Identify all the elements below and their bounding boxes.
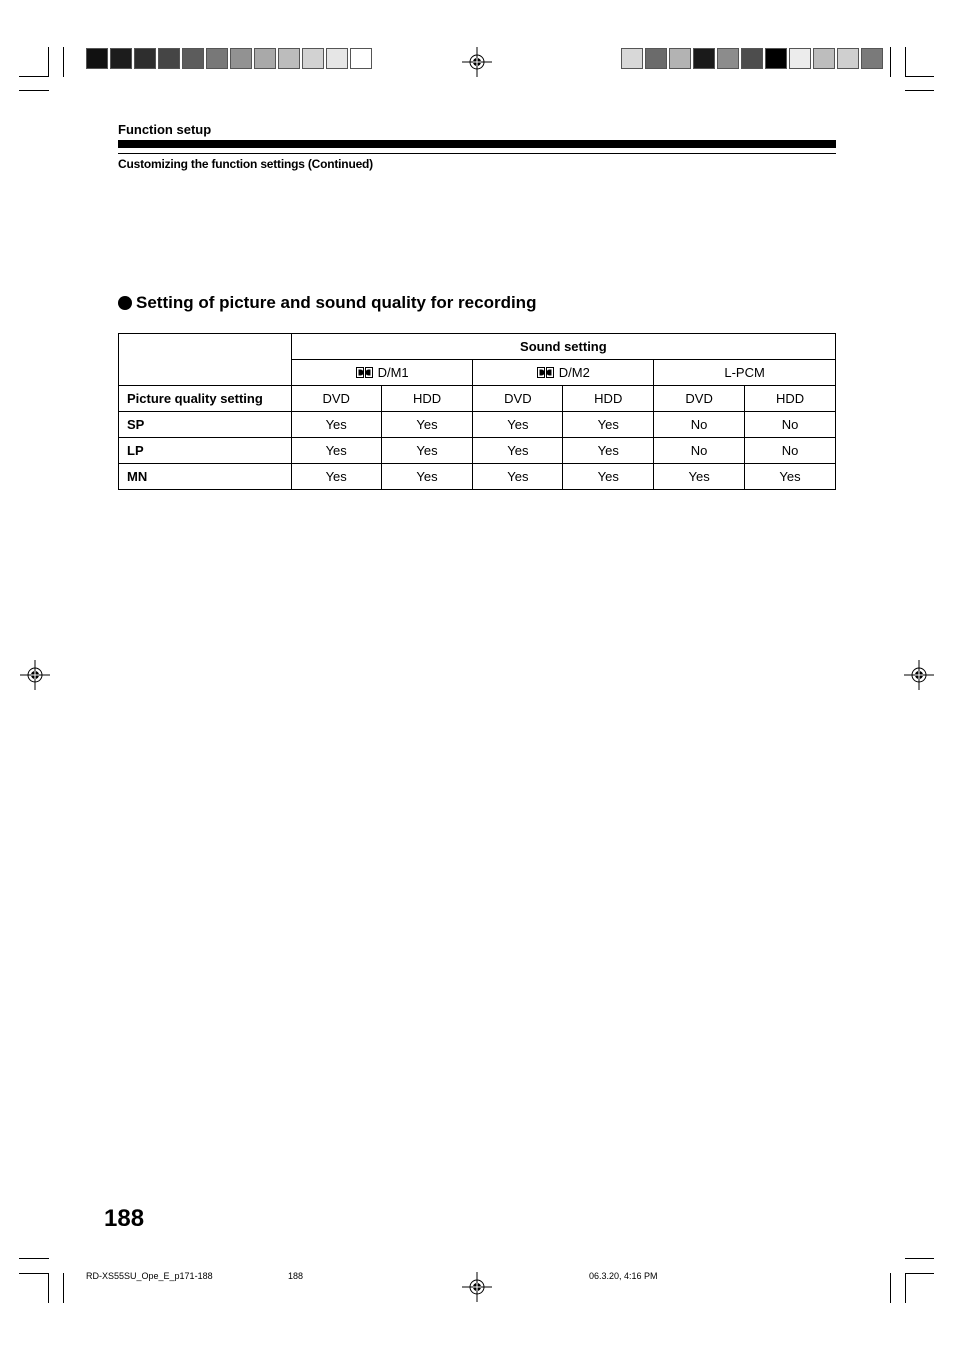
crop-mark [905, 1273, 906, 1303]
color-swatch [158, 48, 180, 69]
color-swatch [789, 48, 811, 69]
color-swatch [693, 48, 715, 69]
media-label: HDD [563, 386, 654, 412]
table-cell: Yes [473, 438, 563, 464]
table-cell: Yes [381, 464, 473, 490]
table-cell: Yes [563, 464, 654, 490]
crop-mark [890, 47, 891, 77]
quality-table [118, 333, 836, 490]
table-cell: Yes [291, 412, 381, 438]
color-swatch [278, 48, 300, 69]
registration-mark-icon [462, 47, 492, 77]
sound-setting-header: Sound setting [291, 334, 835, 360]
media-label: HDD [745, 386, 836, 412]
page-number: 188 [104, 1205, 145, 1232]
footer-date: 06.3.20, 4:16 PM [589, 1271, 658, 1281]
crop-mark [63, 47, 64, 77]
color-swatch [813, 48, 835, 69]
table-cell: Yes [381, 438, 473, 464]
color-swatch [669, 48, 691, 69]
crop-mark [48, 1273, 49, 1303]
sound-mode-label: D/M2 [558, 365, 590, 380]
table-cell: No [745, 438, 836, 464]
dolby-logo-icon [356, 367, 373, 378]
row-label: MN [119, 464, 292, 490]
table-cell: No [745, 412, 836, 438]
empty-corner-cell [119, 334, 292, 386]
color-swatch [134, 48, 156, 69]
table-cell: No [654, 412, 745, 438]
dolby-logo-icon [537, 367, 554, 378]
table-cell: Yes [654, 464, 745, 490]
media-label: DVD [291, 386, 381, 412]
row-header-label: Picture quality setting [119, 386, 292, 412]
color-swatch [230, 48, 252, 69]
row-label: SP [119, 412, 292, 438]
section-title-text: Setting of picture and sound quality for recording [136, 293, 537, 312]
registration-mark-icon [462, 1272, 492, 1302]
crop-mark [905, 47, 906, 77]
section-title [118, 293, 536, 313]
crop-mark [19, 76, 49, 77]
media-label: DVD [654, 386, 745, 412]
crop-mark [63, 1273, 64, 1303]
color-swatch [110, 48, 132, 69]
color-swatch [350, 48, 372, 69]
crop-mark [19, 1258, 49, 1259]
color-swatch [861, 48, 883, 69]
table-cell: Yes [745, 464, 836, 490]
registration-mark-icon [20, 660, 50, 690]
swatch-bar-right [621, 48, 885, 69]
table-row [119, 412, 836, 438]
crop-mark [19, 1273, 49, 1274]
table-row [119, 464, 836, 490]
row-label: LP [119, 438, 292, 464]
crop-mark [48, 47, 49, 77]
media-row [119, 386, 836, 412]
table-cell: No [654, 438, 745, 464]
registration-mark-icon [904, 660, 934, 690]
bullet-icon [118, 296, 132, 310]
sound-mode-label: D/M1 [377, 365, 409, 380]
table-row [119, 438, 836, 464]
color-swatch [645, 48, 667, 69]
crop-mark [19, 90, 49, 91]
crop-mark [905, 1273, 934, 1274]
page-subheader: Customizing the function settings (Continued) [118, 157, 373, 171]
crop-mark [905, 76, 934, 77]
color-swatch [254, 48, 276, 69]
color-swatch [741, 48, 763, 69]
swatch-bar-left [86, 48, 374, 69]
table-cell: Yes [563, 412, 654, 438]
table-cell: Yes [381, 412, 473, 438]
color-swatch [206, 48, 228, 69]
footer-file: RD-XS55SU_Ope_E_p171-188 [86, 1271, 213, 1281]
color-swatch [182, 48, 204, 69]
sound-mode-cell [291, 360, 473, 386]
media-label: DVD [473, 386, 563, 412]
table-cell: Yes [291, 438, 381, 464]
color-swatch [326, 48, 348, 69]
sound-mode-cell: L-PCM [654, 360, 836, 386]
section-label: Function setup [118, 122, 212, 137]
table-cell: Yes [563, 438, 654, 464]
color-swatch [837, 48, 859, 69]
table-header-row [119, 334, 836, 360]
color-swatch [717, 48, 739, 69]
crop-mark [905, 90, 934, 91]
header-thin-rule [118, 153, 836, 154]
crop-mark [905, 1258, 934, 1259]
table-cell: Yes [291, 464, 381, 490]
header-thick-rule [118, 140, 836, 148]
crop-mark [890, 1273, 891, 1303]
sound-mode-cell [473, 360, 654, 386]
footer-page: 188 [288, 1271, 304, 1281]
table-cell: Yes [473, 464, 563, 490]
media-label: HDD [381, 386, 473, 412]
color-swatch [302, 48, 324, 69]
color-swatch [765, 48, 787, 69]
color-swatch [86, 48, 108, 69]
table-cell: Yes [473, 412, 563, 438]
color-swatch [621, 48, 643, 69]
